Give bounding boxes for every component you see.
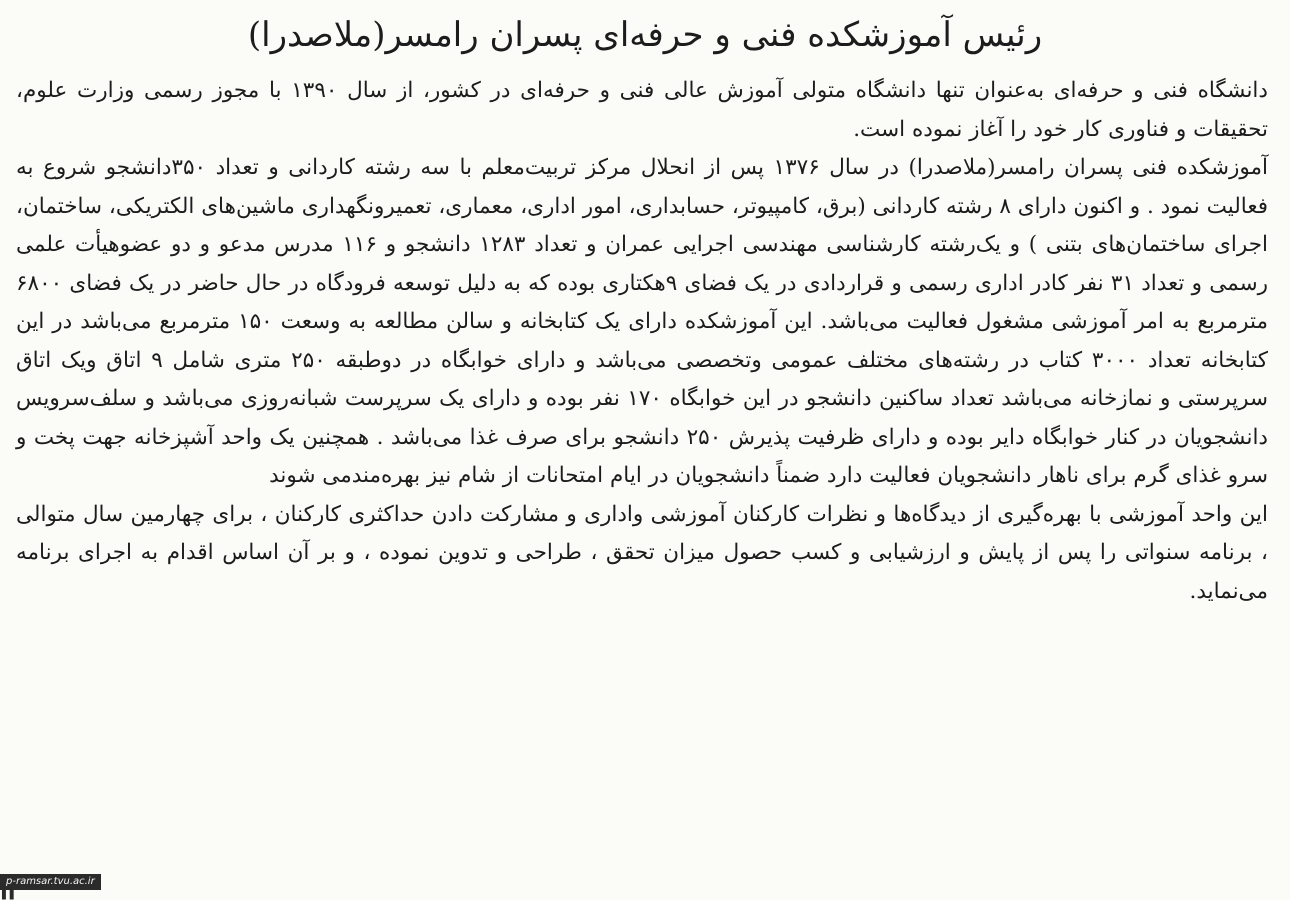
document-title: رئیس آموزشکده فنی و حرفه‌ای پسران رامسر(ملاصدرا) xyxy=(247,15,1043,55)
paragraph-intro: دانشگاه فنی و حرفه‌ای به‌عنوان تنها دانشگاه متولی آموزش عالی فنی و حرفه‌ای در کشور، از سال ۱۳۹۰ با مجوز رسمی وزارت علوم، تحقیقات و فناوری کار خود را آغاز نموده است. xyxy=(16,78,1268,142)
paragraph-planning: این واحد آموزشی با بهره‌گیری از دیدگاه‌ها و نظرات کارکنان آموزشی واداری و مشارکت دادن حداکثری کارکنان ، برای چهارمین سال متوالی ، برنامه سنواتی را پس از پایش و ارزشیابی و کسب حصول میزان تحقق ، طراحی و تدوین نموده ، و بر آن اساس اقدام به اجرای برنامه می‌نماید. xyxy=(16,501,1268,604)
document-body xyxy=(16,72,1268,611)
site-watermark: p-ramsar.tvu.ac.ir xyxy=(0,874,101,890)
corner-mark-icon: ▌▌ xyxy=(2,889,18,900)
paragraph-history: آموزشکده فنی پسران رامسر(ملاصدرا) در سال ۱۳۷۶ پس از انحلال مرکز تربیت‌معلم با سه رشته کاردانی و تعداد ۳۵۰دانشجو شروع به فعالیت نمود . و اکنون دارای ۸ رشته کاردانی (برق، کامپیوتر، حسابداری، امور اداری، معماری، تعمیرونگهداری ماشین‌های الکتریکی، ساختمان، اجرای ساختمان‌های بتنی ) و یک‌رشته کارشناسی مهندسی اجرایی عمران و تعداد ۱۲۸۳ دانشجو و ۱۱۶ مدرس مدعو و دو عضوهیأت علمی رسمی و تعداد ۳۱ نفر کادر اداری رسمی و قراردادی در یک فضای ۹هکتاری بوده که به دلیل توسعه فرودگاه در حال حاضر در یک فضای ۶۸۰۰ مترمربع به امر آموزشی مشغول فعالیت می‌باشد. این آموزشکده دارای یک کتابخانه و سالن مطالعه به وسعت ۱۵۰ مترمربع می‌باشد در این کتابخانه تعداد ۳۰۰۰ کتاب در رشته‌های مختلف عمومی وتخصصی می‌باشد و دارای خوابگاه در دوطبقه ۲۵۰ متری شامل ۹ اتاق ویک اتاق سرپرستی و نمازخانه می‌باشد تعداد ساکنین دانشجو در این خوابگاه ۱۷۰ نفر بوده و دارای یک سرپرست شبانه‌روزی می‌باشد و سلف‌سرویس دانشجویان در کنار خوابگاه دایر بوده و دارای ظرفیت پذیرش ۲۵۰ دانشجو برای صرف غذا می‌باشد . همچنین یک واحد آشپزخانه جهت پخت و سرو غذای گرم برای ناهار دانشجویان فعالیت دارد ضمناً دانشجویان در ایام امتحانات از شام نیز بهره‌مندمی شوند xyxy=(16,155,1269,488)
